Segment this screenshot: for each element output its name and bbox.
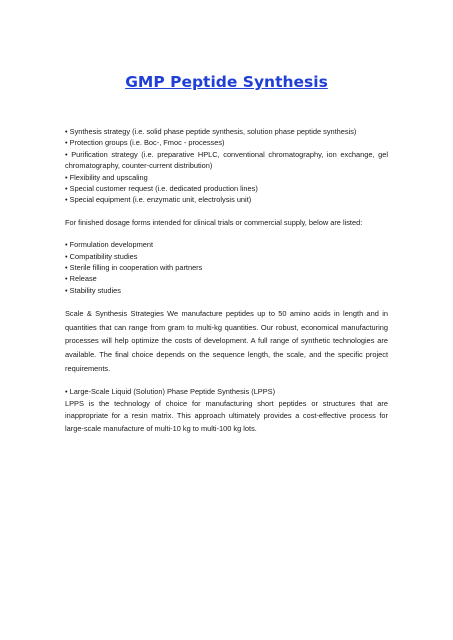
list-item: • Flexibility and upscaling <box>65 172 148 182</box>
list-item: • Special customer request (i.e. dedicated production lines) <box>65 184 258 194</box>
dosage-intro: For finished dosage forms intended for clinical trials or commercial supply, below are listed: <box>65 217 363 227</box>
list-item: • Sterile filling in cooperation with partners <box>65 263 203 273</box>
list-item: • Formulation development <box>65 240 154 250</box>
lpps-paragraph: LPPS is the technology of choice for manufacturing short peptides or structures that are inappropriate for a resin matrix. This approach ultimately provides a cost-effective process for large-scale manufacture of multi-10 kg to multi-100 kg lots. <box>65 398 388 434</box>
list-item: • Special equipment (i.e. enzymatic unit, electrolysis unit) <box>65 195 252 205</box>
capabilities-list <box>65 126 388 206</box>
document-body <box>65 126 388 436</box>
list-item: • Synthesis strategy (i.e. solid phase peptide synthesis, solution phase peptide synthesis) <box>65 127 357 136</box>
services-list <box>65 239 388 296</box>
list-item: • Stability studies <box>65 285 121 295</box>
scale-strategies-paragraph: Scale & Synthesis Strategies We manufacture peptides up to 50 amino acids in length and in quantities that can range from gram to multi-kg quantities. Our robust, economical manufacturing processes will help optimize the costs of development. A full range of synthetic technologies are available. The final choice depends on the sequence length, the scale, and the specific project requirements. <box>65 309 388 373</box>
page-title: GMP Peptide Synthesis <box>125 73 328 91</box>
list-item: • Release <box>65 274 97 284</box>
list-item: • Purification strategy (i.e. preparative HPLC, conventional chromatography, ion exchange, gel chromatography, counter-current distribution) <box>65 149 388 171</box>
lpps-heading: • Large-Scale Liquid (Solution) Phase Peptide Synthesis (LPPS) <box>65 387 276 397</box>
list-item: • Compatibility studies <box>65 251 138 261</box>
list-item: • Protection groups (i.e. Boc-, Fmoc - processes) <box>65 138 225 148</box>
